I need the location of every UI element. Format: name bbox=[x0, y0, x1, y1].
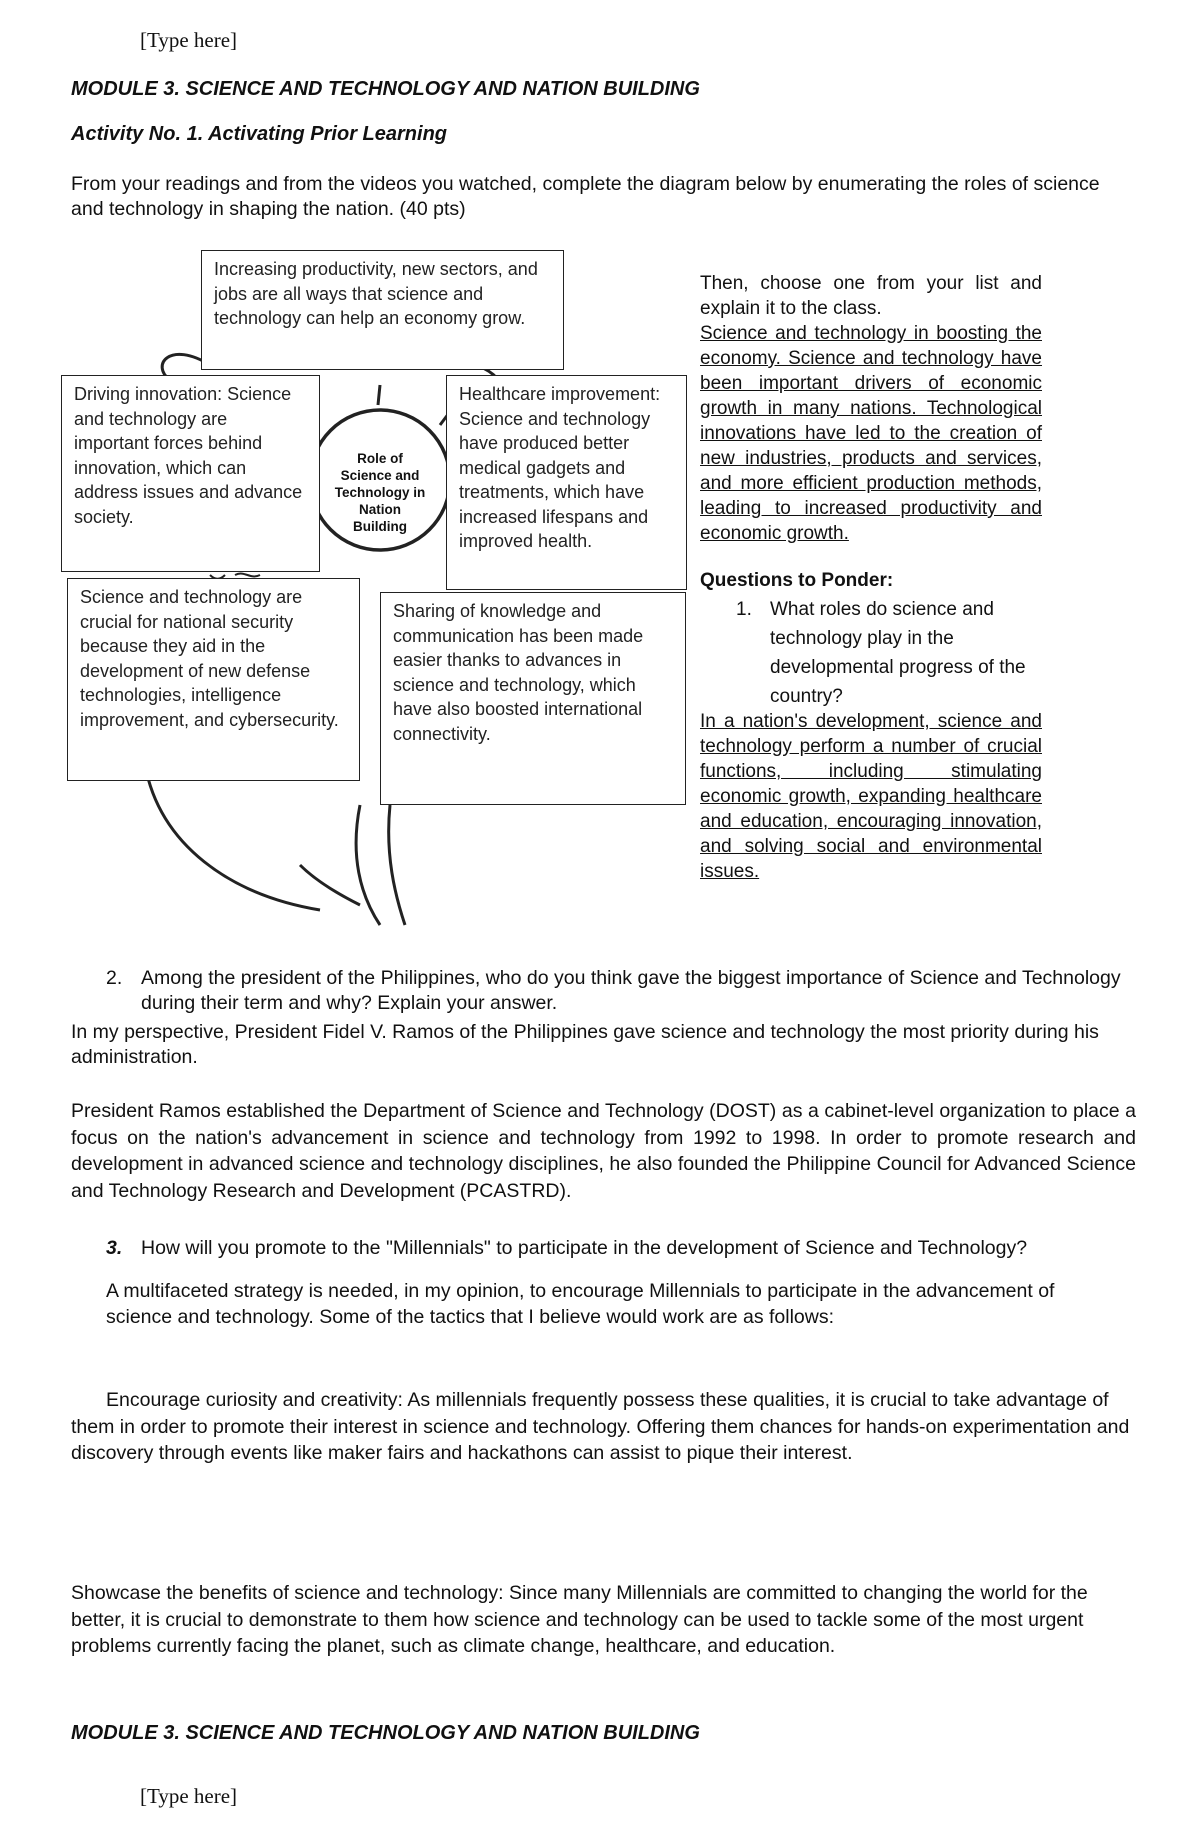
diagram-box-top: Increasing productivity, new sectors, and jobs are all ways that science and technology can help an economy grow. bbox=[201, 250, 564, 370]
footer-module-title: MODULE 3. SCIENCE AND TECHNOLOGY AND NATION BUILDING bbox=[71, 1722, 700, 1744]
footer-placeholder: [Type here] bbox=[140, 1784, 238, 1808]
answer-3-paragraph-2: Showcase the benefits of science and technology: Since many Millennials are committed to changing the world for the better, it is crucial to demonstrate to them how science and technology can be used to tackle some of the most urgent problems currently facing the planet, such as climate change, healthcare, and education. bbox=[71, 1582, 1088, 1657]
question-3: How will you promote to the "Millennials" to participate in the development of Science and Technology? bbox=[141, 1237, 1028, 1259]
activity-title: Activity No. 1. Activating Prior Learning bbox=[71, 123, 447, 145]
header-placeholder: [Type here] bbox=[140, 28, 238, 52]
answer-1: In a nation's development, science and technology perform a number of crucial functions, including stimulating economic growth, expanding healthcare and education, encouraging innovation, and solving social and environmental issues. bbox=[700, 711, 1042, 882]
question-3-number: 3. bbox=[106, 1237, 123, 1259]
question-2-number: 2. bbox=[106, 967, 123, 989]
question-1-number: 1. bbox=[736, 599, 752, 620]
answer-3-intro: A multifaceted strategy is needed, in my opinion, to encourage Millennials to participate in the advancement of science and technology. Some of the tactics that I believe would work are as follows: bbox=[106, 1280, 1055, 1328]
module-title: MODULE 3. SCIENCE AND TECHNOLOGY AND NATION BUILDING bbox=[71, 78, 700, 100]
diagram-box-right: Healthcare improvement: Science and technology have produced better medical gadgets and treatments, which have increased lifespans and improved health. bbox=[446, 375, 687, 590]
diagram-box-bottom-right: Sharing of knowledge and communication has been made easier thanks to advances in science and technology, which have also boosted international connectivity. bbox=[380, 592, 686, 805]
question-2: Among the president of the Philippines, who do you think gave the biggest importance of Science and Technology during their term and why? Explain your answer. bbox=[141, 967, 1121, 1014]
question-1: What roles do science and technology play in the developmental progress of the country? bbox=[770, 599, 1026, 707]
answer-3-paragraph-1: Encourage curiosity and creativity: As millennials frequently possess these qualities, it is crucial to take advantage of them in order to promote their interest in science and technology. Offering them chances for hands-on experimentation and discovery through events like maker fairs and hackathons can assist to pique their interest. bbox=[71, 1389, 1130, 1464]
questions-heading: Questions to Ponder: bbox=[700, 570, 894, 591]
side-explanation: Science and technology in boosting the economy. Science and technology have been important drivers of economic growth in many nations. Technological innovations have led to the creation of new industries, products and services, and more efficient production methods, leading to increased productivity and economic growth. bbox=[700, 323, 1042, 544]
diagram-center-label: Role of Science and Technology in Nation Building bbox=[334, 451, 426, 534]
diagram-box-bottom-left: Science and technology are crucial for national security because they aid in the development of new defense technologies, intelligence improvement, and cybersecurity. bbox=[67, 578, 360, 781]
diagram-box-left: Driving innovation: Science and technology are important forces behind innovation, which can address issues and advance society. bbox=[61, 375, 320, 572]
answer-2-paragraph-2: President Ramos established the Department of Science and Technology (DOST) as a cabinet-level organization to place a focus on the nation's advancement in science and technology from 1992 to 1998. In order to promote research and development in advanced science and technology disciplines, he also founded the Philippine Council for Advanced Science and Technology Research and Development (PCASTRD). bbox=[71, 1100, 1136, 1202]
answer-2-paragraph-1: In my perspective, President Fidel V. Ramos of the Philippines gave science and technology the most priority during his administration. bbox=[71, 1021, 1099, 1068]
instructions: From your readings and from the videos you watched, complete the diagram below by enumerating the roles of science and technology in shaping the nation. (40 pts) bbox=[71, 173, 1100, 220]
side-intro: Then, choose one from your list and explain it to the class. bbox=[700, 273, 1042, 319]
